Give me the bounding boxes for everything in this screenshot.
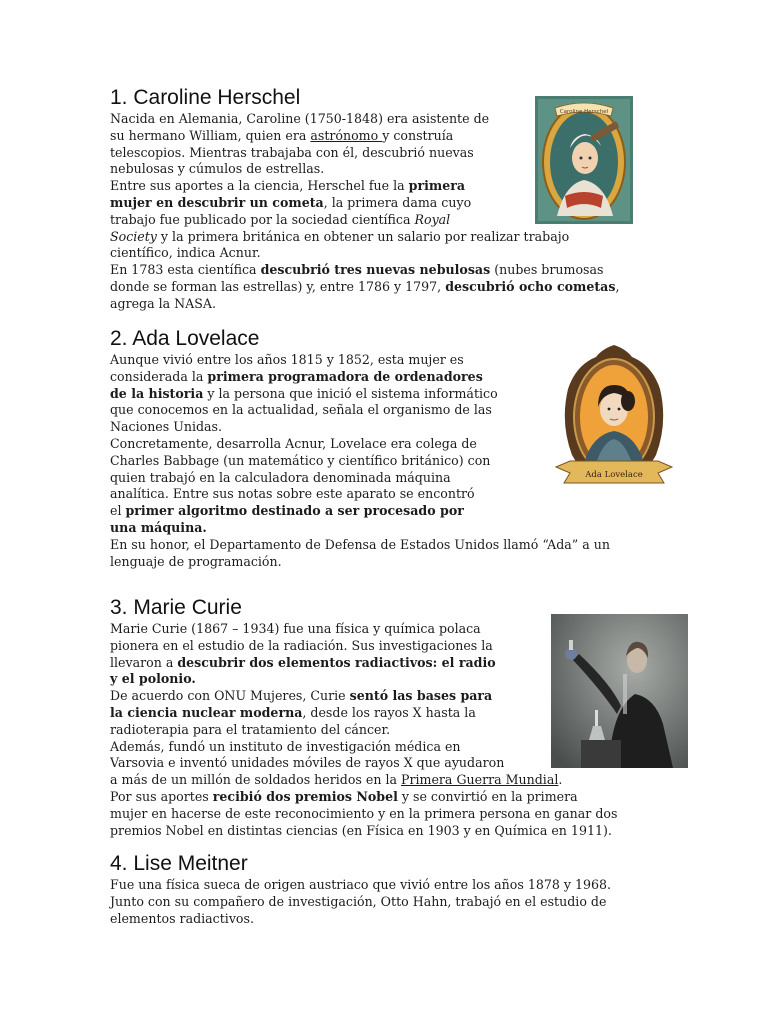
text-line: De acuerdo con ONU Mujeres, Curie sentó las bases para: [110, 688, 493, 704]
text-line: llevaron a descubrir dos elementos radiactivos: el radio: [110, 654, 496, 670]
text-line: Por sus aportes recibió dos premios Nobel y se convirtió en la primera: [110, 788, 578, 804]
ada-lovelace-portrait: [552, 343, 676, 499]
bold-text: una máquina.: [110, 519, 207, 535]
text-line: científico, indica Acnur.: [110, 245, 261, 261]
text-line: que conocemos en la actualidad, señala el organismo de las: [110, 402, 492, 418]
marie-curie-photo: [551, 614, 688, 768]
text-line: Nacida en Alemania, Caroline (1750-1848) era asistente de: [110, 111, 490, 126]
bold-text: recibió dos premios Nobel: [212, 788, 398, 804]
portrait-caption: Caroline Herschel: [559, 109, 609, 115]
text-line: pionera en el estudio de la radiación. Sus investigaciones la: [110, 637, 493, 653]
text-line: trabajo fue publicado por la sociedad científica Royal: [110, 211, 451, 227]
caroline-herschel-portrait: [535, 96, 633, 224]
section-title: 4. Lise Meitner: [110, 852, 248, 875]
text-line: Marie Curie (1867 – 1934) fue una física y química polaca: [110, 621, 481, 636]
text-line: Fue una física sueca de origen austriaco que vivió entre los años 1878 y 1968.: [110, 877, 612, 892]
italic-text: Society: [110, 228, 157, 244]
text-line: Varsovia e inventó unidades móviles de rayos X que ayudaron: [110, 755, 505, 771]
section-lise-meitner: [110, 852, 650, 927]
bold-text: y el polonio.: [110, 671, 196, 687]
text-line: lenguaje de programación.: [110, 553, 282, 569]
text-line: Entre sus aportes a la ciencia, Herschel fue la primera: [110, 178, 466, 194]
bold-text: descubrió ocho cometas: [445, 278, 616, 294]
text-line: Society y la primera británica en obtener un salario por realizar trabajo: [110, 228, 570, 244]
text-line: de la historia y la persona que inició el sistema informático: [110, 385, 498, 401]
text-line: agrega la NASA.: [110, 295, 216, 311]
text-line: donde se forman las estrellas) y, entre 1786 y 1797, descubrió ocho cometas,: [110, 278, 620, 294]
bold-text: primera: [408, 178, 466, 194]
bold-text: mujer en descubrir un cometa: [110, 194, 324, 210]
underlined-term: astrónomo: [310, 127, 383, 143]
section-body: [110, 877, 650, 927]
text-line: En su honor, el Departamento de Defensa de Estados Unidos llamó “Ada” a un: [110, 536, 610, 552]
section-title: 3. Marie Curie: [110, 596, 242, 619]
bold-text: descubrir dos elementos radiactivos: el radio: [177, 654, 496, 670]
text-line: a más de un millón de soldados heridos en la Primera Guerra Mundial.: [110, 772, 563, 788]
text-line: Concretamente, desarrolla Acnur, Lovelace era colega de: [110, 435, 477, 451]
bold-text: primer algoritmo destinado a ser procesado por: [125, 503, 464, 519]
text-line: analítica. Entre sus notas sobre este aparato se encontró: [110, 486, 475, 502]
text-line: Aunque vivió entre los años 1815 y 1852, esta mujer es: [110, 352, 464, 367]
text-line: Junto con su compañero de investigación, Otto Hahn, trabajó en el estudio de: [110, 893, 607, 909]
text-line: En 1783 esta científica descubrió tres nuevas nebulosas (nubes brumosas: [110, 262, 604, 278]
text-line: mujer en hacerse de este reconocimiento y en la primera persona en ganar dos: [110, 805, 618, 821]
underlined-term: Primera Guerra Mundial: [401, 772, 559, 788]
bold-text: de la historia: [110, 385, 204, 401]
text-line: mujer en descubrir un cometa, la primera dama cuyo: [110, 194, 472, 210]
text-line: la ciencia nuclear moderna, desde los rayos X hasta la: [110, 704, 476, 720]
text-line: telescopios. Mientras trabajaba con él, descubrió nuevas: [110, 144, 474, 160]
text-line: considerada la primera programadora de ordenadores: [110, 368, 483, 384]
text-line: su hermano William, quien era astrónomo y construía: [110, 127, 454, 143]
text-line: [110, 520, 650, 537]
bold-text: primera programadora de ordenadores: [207, 368, 483, 384]
bold-text: descubrió tres nuevas nebulosas: [260, 262, 491, 278]
text-line: premios Nobel en distintas ciencias (en Física en 1903 y en Química en 1911).: [110, 822, 612, 838]
italic-text: Royal: [414, 211, 451, 227]
section-title: 1. Caroline Herschel: [110, 86, 301, 109]
text-line: el primer algoritmo destinado a ser procesado por: [110, 503, 464, 519]
text-line: Charles Babbage (un matemático y científico británico) con: [110, 452, 491, 468]
section-title: 2. Ada Lovelace: [110, 327, 260, 350]
text-line: elementos radiactivos.: [110, 910, 254, 926]
portrait-caption: Ada Lovelace: [585, 470, 643, 480]
bold-text: la ciencia nuclear moderna: [110, 704, 303, 720]
text-line: radioterapia para el tratamiento del cáncer.: [110, 721, 391, 737]
text-line: Naciones Unidas.: [110, 419, 223, 435]
text-line: nebulosas y cúmulos de estrellas.: [110, 161, 325, 177]
text-line: Además, fundó un instituto de investigación médica en: [110, 738, 461, 754]
text-line: quien trabajó en la calculadora denominada máquina: [110, 469, 451, 485]
bold-text: sentó las bases para: [349, 688, 493, 704]
